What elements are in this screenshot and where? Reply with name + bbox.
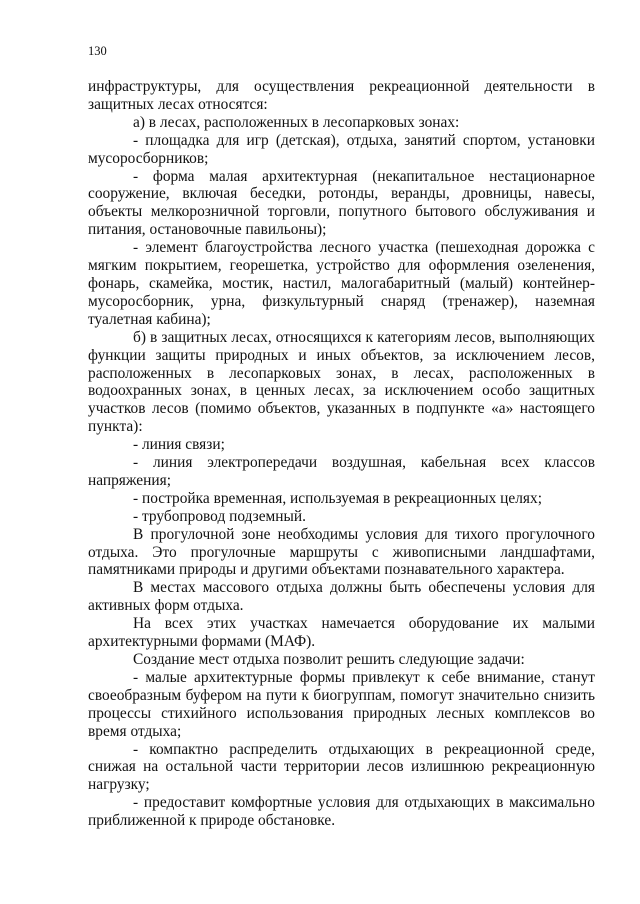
list-item: - линия связи; — [133, 436, 225, 454]
paragraph: Создание мест отдыха позволит решить следующие задачи: — [133, 651, 525, 668]
list-item: - предоставит комфортные условия для отдыхающих в максимально приближенной к природе обстановке. — [88, 794, 595, 830]
list-heading-b: б) в защитных лесах, относящихся к категориям лесов, выполняющих функции защиты природных и иных объектов, за исключением лесов, расположенных в лесопарковых зонах, в лесах, расположенных в водоохранных зонах, в ценных лесах, за исключением особо защитных участков лесов (помимо объектов, указанных в подпункте «а» настоящего пункта): — [88, 328, 595, 436]
page-number: 130 — [88, 44, 107, 58]
list-heading-a: а) в лесах, расположенных в лесопарковых зонах: — [133, 113, 460, 131]
paragraph: На всех этих участках намечается оборудование их малыми архитектурными формами (МАФ). — [88, 615, 595, 651]
document-body — [88, 78, 595, 830]
paragraph: В прогулочной зоне необходимы условия для тихого прогулочного отдыха. Это прогулочные маршруты с живописными ландшафтами, памятниками природы и другими объектами познавательного характера. — [88, 525, 595, 579]
list-item: - компактно распределить отдыхающих в рекреационной среде, снижая на остальной части территории лесов излишнюю рекреационную нагрузку; — [88, 740, 595, 794]
paragraph: В местах массового отдыха должны быть обеспечены условия для активных форм отдыха. — [88, 579, 595, 615]
list-item: - площадка для игр (детская), отдыха, занятий спортом, установки мусоросборников; — [88, 131, 595, 167]
list-item: - трубопровод подземный. — [133, 507, 306, 525]
list-item: - форма малая архитектурная (некапитальное нестационарное сооружение, включая беседки, ротонды, веранды, дровницы, навесы, объекты мелкорозничной торговли, попутного бытового обслуживания и питания, остановочные павильоны); — [88, 167, 595, 239]
list-item: - малые архитектурные формы привлекут к себе внимание, станут своеобразным буфером на пути к биогруппам, помогут значительно снизить процессы стихийного использования природных лесных комплексов во время отдыха; — [88, 668, 595, 740]
list-item: - линия электропередачи воздушная, кабельная всех классов напряжения; — [88, 454, 595, 489]
list-item: - элемент благоустройства лесного участка (пешеходная дорожка с мягким покрытием, георешетка, устройство для оформления озеленения, фонарь, скамейка, мостик, настил, малогабаритный (малый) контейнер-мусоросборник, урна, физкультурный снаряд (тренажер), наземная туалетная кабина); — [88, 239, 595, 328]
list-item: - постройка временная, используемая в рекреационных целях; — [133, 489, 542, 507]
paragraph: инфраструктуры, для осуществления рекреационной деятельности в защитных лесах относятся: — [88, 78, 595, 113]
